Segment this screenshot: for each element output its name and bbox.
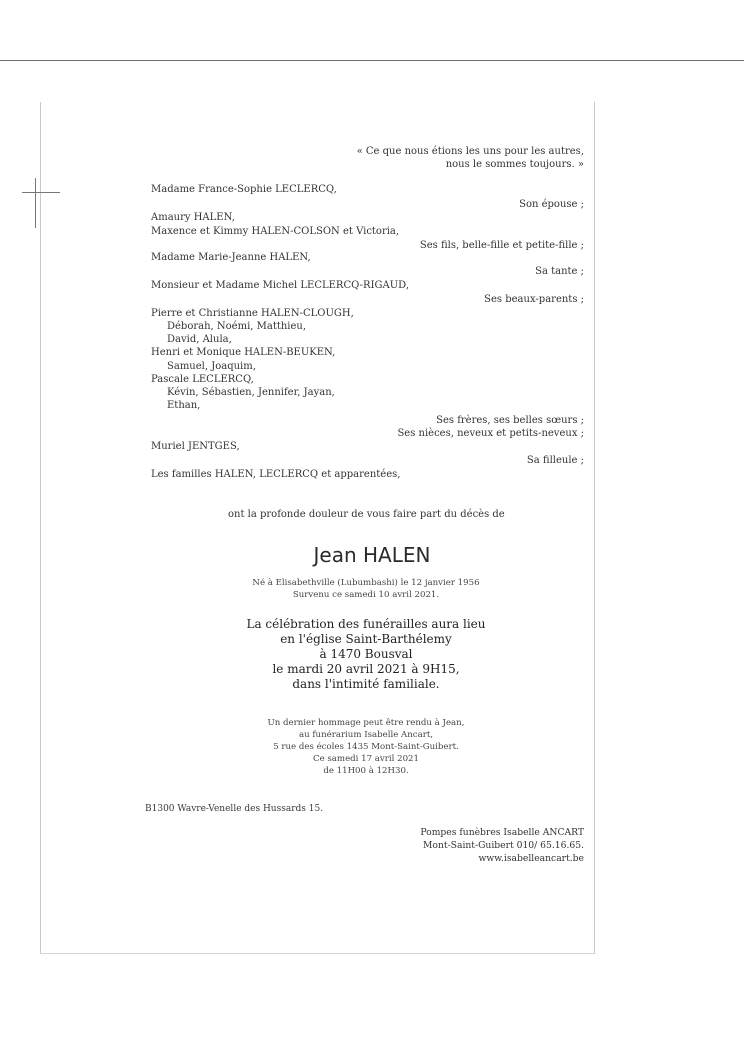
inlaws-role: Ses beaux-parents ; xyxy=(484,294,584,305)
tribute-line-5: de 11H00 à 12H30. xyxy=(323,766,409,776)
sibling-2-kids: Samuel, Joaquim, xyxy=(167,361,256,372)
families-line: Les familles HALEN, LECLERCQ et apparentées, xyxy=(151,469,401,480)
tribute-line-4: Ce samedi 17 avril 2021 xyxy=(313,754,419,764)
funeral-home-website: www.isabelleancart.be xyxy=(478,853,584,864)
aunt-role: Sa tante ; xyxy=(535,266,584,277)
child-2: Maxence et Kimmy HALEN-COLSON et Victoria, xyxy=(151,226,400,237)
death-line: Survenu ce samedi 10 avril 2021. xyxy=(292,590,440,600)
birth-line: Né à Elisabethville (Lubumbashi) le 12 janvier 1956 xyxy=(252,578,480,588)
tribute-line-3: 5 rue des écoles 1435 Mont-Saint-Guibert. xyxy=(273,742,459,752)
sibling-3: Pascale LECLERCQ, xyxy=(151,374,254,385)
child-1: Amaury HALEN, xyxy=(151,212,235,223)
funeral-home-phone: Mont-Saint-Guibert 010/ 65.16.65. xyxy=(423,840,584,851)
tribute-line-2: au funérarium Isabelle Ancart, xyxy=(298,730,434,740)
cross-icon xyxy=(35,178,36,228)
top-rule xyxy=(0,60,744,61)
quote-line-1: « Ce que nous étions les uns pour les autres, xyxy=(356,146,584,157)
goddaughter-role: Sa filleule ; xyxy=(526,455,584,466)
spouse-name: Madame France-Sophie LECLERCQ, xyxy=(151,184,337,195)
sibling-1-kids-a: Déborah, Noémi, Matthieu, xyxy=(167,321,307,332)
inlaws-name: Monsieur et Madame Michel LECLERCQ-RIGAUD, xyxy=(151,280,409,291)
quote-line-2: nous le sommes toujours. » xyxy=(445,159,584,170)
sibling-1: Pierre et Christianne HALEN-CLOUGH, xyxy=(151,308,354,319)
sibling-1-kids-b: David, Alula, xyxy=(167,334,232,345)
spouse-role: Son épouse ; xyxy=(519,199,584,210)
sibling-2: Henri et Monique HALEN-BEUKEN, xyxy=(151,347,336,358)
aunt-name: Madame Marie-Jeanne HALEN, xyxy=(151,252,311,263)
ceremony-line-2: en l'église Saint-Barthélemy xyxy=(280,632,452,646)
sibling-3-kids-b: Ethan, xyxy=(167,400,201,411)
announcement-text: ont la profonde douleur de vous faire part du décès de xyxy=(228,509,505,520)
ceremony-line-4: le mardi 20 avril 2021 à 9H15, xyxy=(272,662,460,676)
ceremony-line-5: dans l'intimité familiale. xyxy=(292,677,440,691)
sibling-3-kids-a: Kévin, Sébastien, Jennifer, Jayan, xyxy=(167,387,335,398)
ceremony-line-1: La célébration des funérailles aura lieu xyxy=(246,617,486,631)
ceremony-line-3: à 1470 Bousval xyxy=(319,647,413,661)
deceased-name: Jean HALEN xyxy=(313,543,431,567)
siblings-role: Ses frères, ses belles sœurs ; xyxy=(436,415,584,426)
cross-icon-bar xyxy=(22,192,60,193)
nephews-role: Ses nièces, neveux et petits-neveux ; xyxy=(397,428,584,439)
tribute-line-1: Un dernier hommage peut être rendu à Jean, xyxy=(267,718,465,728)
funeral-home-name: Pompes funèbres Isabelle ANCART xyxy=(420,827,584,838)
children-role: Ses fils, belle-fille et petite-fille ; xyxy=(419,240,584,251)
goddaughter-name: Muriel JENTGES, xyxy=(151,441,240,452)
address-line: B1300 Wavre-Venelle des Hussards 15. xyxy=(145,804,324,814)
